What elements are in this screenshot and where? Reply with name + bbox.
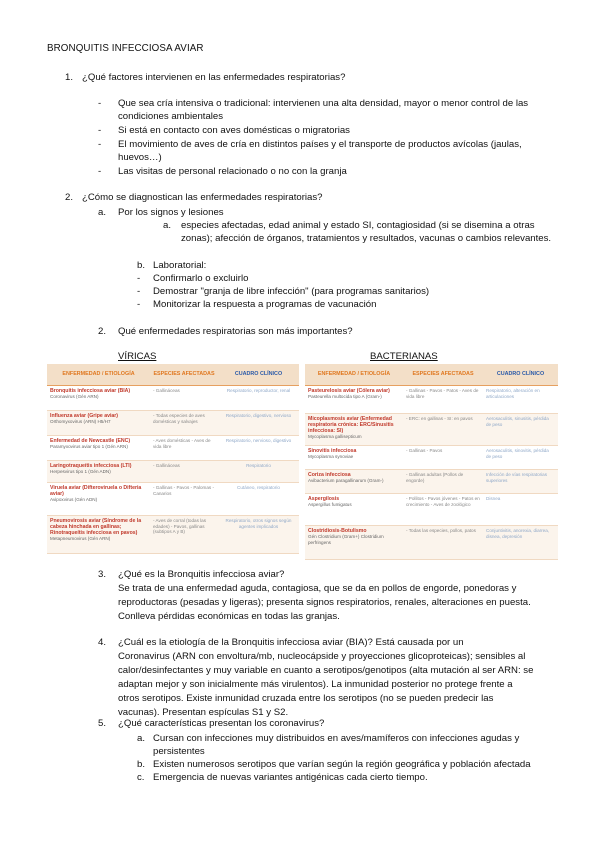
list-text: Cursan con infecciones muy distribuidos en aves/mamíferos con infecciones agudas y (153, 733, 520, 744)
affected-species: - Gallinas adultas (Pollos de engorde) (403, 470, 483, 494)
clinical-picture: Respiratorio, reproductor, renal (218, 386, 299, 411)
table-row (47, 516, 299, 554)
affected-species: - Aves domésticas - Aves de vida libre (150, 436, 218, 461)
bullet-text: Las visitas de personal relacionado o no con la granja (118, 166, 347, 177)
disease-name: Sinovitis infecciosa (308, 448, 357, 454)
affected-species: - Gallinas - Pavos - Palomas - Canarios (150, 483, 218, 516)
column-header: ESPECIES AFECTADAS (403, 364, 483, 386)
answer-line: calor/desinfectantes y muy variable en cuanto a serotipos/genotipos (alta mutación al ser ARN: se (118, 665, 534, 676)
list-text: especies afectadas, edad animal y estado SI, contagiosidad (si se disemina a otras (181, 220, 535, 231)
list-text: zonas); afección de órganos, tratamientos y resultados, vacunas o cambios relevantes. (181, 233, 552, 244)
question-3: ¿Qué es la Bronquitis infecciosa aviar? (118, 569, 285, 580)
answer-line: vacunas). Presentan espículas S1 y S2. (118, 707, 289, 718)
disease-name: Viruela aviar (Difteroviruela o Difteria aviar) (50, 485, 142, 497)
question-2: ¿Cómo se diagnostican las enfermedades respiratorias? (82, 192, 323, 203)
disease-name: Bronquitis infecciosa aviar (BIA) (50, 388, 131, 394)
answer-line: reproductoras (pesadas y ligeras); presenta signos respiratorios, renales, alteraciones en puesta. (118, 597, 531, 608)
list-text: Laboratorial: (153, 260, 207, 271)
table-header-row (47, 364, 299, 386)
affected-species: - Gallináceas (150, 386, 218, 411)
table-row (305, 446, 558, 470)
table-row (305, 414, 558, 446)
table-row (47, 436, 299, 461)
clinical-picture: Conjuntivitis, anorexia, diarrea, disnea, depresión (483, 526, 558, 560)
clinical-picture: Respiratorio, digestivo, nervioso (218, 411, 299, 436)
affected-species: - Gallinas - Pavos (403, 446, 483, 470)
disease-etiology: Avibacterium paragallinarum (Gram-) (308, 478, 384, 483)
table-row (47, 461, 299, 483)
affected-species: - ERC: en gallinas - SI: en pavos (403, 414, 483, 446)
table-row (305, 526, 558, 560)
subquestion-text: Qué enfermedades respiratorias son más importantes? (118, 326, 353, 337)
table-row (47, 483, 299, 516)
list-text: Existen numerosos serotipos que varían según la región geográfica y población afectada (153, 759, 531, 770)
document-title: BRONQUITIS INFECCIOSA AVIAR (47, 43, 204, 54)
disease-etiology: Avipoxvirus (Gén ADN) (50, 497, 98, 502)
list-text: Por los signos y lesiones (118, 207, 224, 218)
clinical-picture: Respiratorio, nervioso, digestivo (218, 436, 299, 461)
affected-species: - Aves de corral (todas las edades) - Pavos, gallinas (subtipos A y B) (150, 516, 218, 554)
disease-name: Clostridiosis-Botulismo (308, 528, 367, 534)
viricas-table (47, 364, 299, 554)
affected-species: - Pollitos - Pavos jóvenes - Patos en crecimiento - Aves de zoológico (403, 494, 483, 526)
bullet-text: Si está en contacto con aves domésticas o migratorias (118, 125, 350, 136)
bullet-text: condiciones ambientales (118, 111, 224, 122)
bullet-dash: - (98, 98, 102, 109)
clinical-picture: Respiratorio, alteración en articulaciones (483, 386, 558, 414)
clinical-picture: Aerosaculitis, sinusitis, pérdida de peso (483, 414, 558, 446)
column-header: ESPECIES AFECTADAS (150, 364, 218, 386)
bullet-dash: - (137, 286, 141, 297)
disease-name: Pasteurelosis aviar (Cólera aviar) (308, 388, 390, 394)
bullet-text: huevos…) (118, 152, 162, 163)
bullet-text: El movimiento de aves de cría en distintos países y el transporte de productos avícolas (jaulas, (118, 139, 522, 150)
answer-line: otros serotipos. Existe inmunidad cruzada entre los serotipos (no se pueden predecir las (118, 693, 494, 704)
table-row (305, 494, 558, 526)
affected-species: - Gallinas - Pavos - Patos - Aves de vida libre (403, 386, 483, 414)
question-5: ¿Qué características presentan los coronavirus? (118, 718, 325, 729)
disease-etiology: Orthomyxovirus (ARN) H5/H7 (50, 419, 111, 424)
bullet-dash: - (98, 139, 102, 150)
table-row (305, 386, 558, 414)
affected-species: - Todas las especies, pollos, patos (403, 526, 483, 560)
list-label: a. (98, 207, 107, 218)
answer-line: ¿Cuál es la etiología de la Bronquitis infecciosa aviar (BIA)? Está causada por un (118, 637, 464, 648)
question-1: ¿Qué factores intervienen en las enfermedades respiratorias? (82, 72, 346, 83)
clinical-picture: Infección de vías respiratorias superiores (483, 470, 558, 494)
question-number: 2. (98, 326, 107, 337)
bacterianas-heading: BACTERIANAS (370, 351, 438, 362)
disease-name: Pneumovirosis aviar (Síndrome de la cabeza hinchada en gallinas; Rinotraqueítis infecciosa en pavos) (50, 518, 142, 536)
bullet-dash: - (98, 125, 102, 136)
answer-line: Conlleva pérdidas económicas en todas las granjas. (118, 611, 340, 622)
answer-line: Coronavirus (ARN con envoltura/mb, nucleocápside y proyecciones glicoproteicas); sensibles al (118, 651, 526, 662)
bullet-text: Demostrar "granja de libre infección" (para programas sanitarios) (153, 286, 430, 297)
answer-line: Se trata de una enfermedad aguda, contagiosa, que se da en pollos de engorde, ponedoras y (118, 583, 517, 594)
disease-name: Laringotraqueítis infecciosa (LTI) (50, 463, 132, 469)
disease-etiology: Coronavirus (Gén ARN) (50, 394, 99, 399)
bullet-text: Que sea cría intensiva o tradicional: intervienen una alta densidad, mayor o menor control de las (118, 98, 529, 109)
bullet-dash: - (98, 166, 102, 177)
disease-name: Coriza infecciosa (308, 472, 351, 478)
viricas-heading: VÍRICAS (118, 351, 157, 362)
affected-species: - Gallináceas (150, 461, 218, 483)
list-text: persistentes (153, 746, 205, 757)
list-label: a. (137, 733, 146, 744)
list-label: b. (137, 260, 146, 271)
bullet-dash: - (137, 299, 141, 310)
disease-etiology: Mycoplasma synoviae (308, 454, 354, 459)
bullet-text: Confirmarlo o excluirlo (153, 273, 249, 284)
question-number: 2. (65, 192, 74, 203)
answer-line: adaptan mejor y son inicialmente más virulentos). La inmunidad posterior no protege frente a (118, 679, 513, 690)
affected-species: - Todas especies de aves domésticas y salvajes (150, 411, 218, 436)
column-header: ENFERMEDAD / ETIOLOGÍA (305, 364, 403, 386)
list-text: Emergencia de nuevas variantes antigénicas cada cierto tiempo. (153, 772, 428, 783)
clinical-picture: Cutáneo, respiratorio (218, 483, 299, 516)
column-header: CUADRO CLÍNICO (218, 364, 299, 386)
table-row (47, 411, 299, 436)
question-number: 4. (98, 637, 107, 648)
disease-etiology: Herpesvirus tipo 1 (Gén ADN) (50, 469, 111, 474)
column-header: ENFERMEDAD / ETIOLOGÍA (47, 364, 150, 386)
list-label: c. (137, 772, 145, 783)
question-number: 1. (65, 72, 74, 83)
disease-name: Influenza aviar (Gripe aviar) (50, 413, 119, 419)
disease-etiology: Pasteurella multocida tipo A (Gram-) (308, 394, 382, 399)
table-row (305, 470, 558, 494)
disease-etiology: Aspergillus fumigatus (308, 502, 352, 507)
question-number: 3. (98, 569, 107, 580)
clinical-picture: Disnea (483, 494, 558, 526)
table-row (47, 386, 299, 411)
bullet-text: Monitorizar la respuesta a programas de vacunación (153, 299, 377, 310)
clinical-picture: Respiratorio (218, 461, 299, 483)
disease-name: Micoplasmosis aviar (Enfermedad respiratoria crónica: ERC/Sinusitis infecciosa: SI) (308, 416, 394, 434)
clinical-picture: Respiratorio, otros signos según agentes implicados (218, 516, 299, 554)
disease-name: Aspergilosis (308, 496, 340, 502)
disease-etiology: Mycoplasma gallisepticum (308, 434, 362, 439)
bacterianas-table (305, 364, 558, 560)
bullet-dash: - (137, 273, 141, 284)
disease-etiology: Metapneumovirus (Gén ARN) (50, 536, 111, 541)
list-label: b. (137, 759, 146, 770)
disease-name: Enfermedad de Newcastle (ENC) (50, 438, 131, 444)
question-number: 5. (98, 718, 107, 729)
table-header-row (305, 364, 558, 386)
disease-etiology: Gén Clostridium (Gram+) Clostridium perfringens (308, 534, 384, 545)
clinical-picture: Aerosaculitis, sinovitis, pérdida de peso (483, 446, 558, 470)
column-header: CUADRO CLÍNICO (483, 364, 558, 386)
list-label: a. (163, 220, 172, 231)
disease-etiology: Paramyxovirus aviar tipo 1 (Gén ARN) (50, 444, 128, 449)
